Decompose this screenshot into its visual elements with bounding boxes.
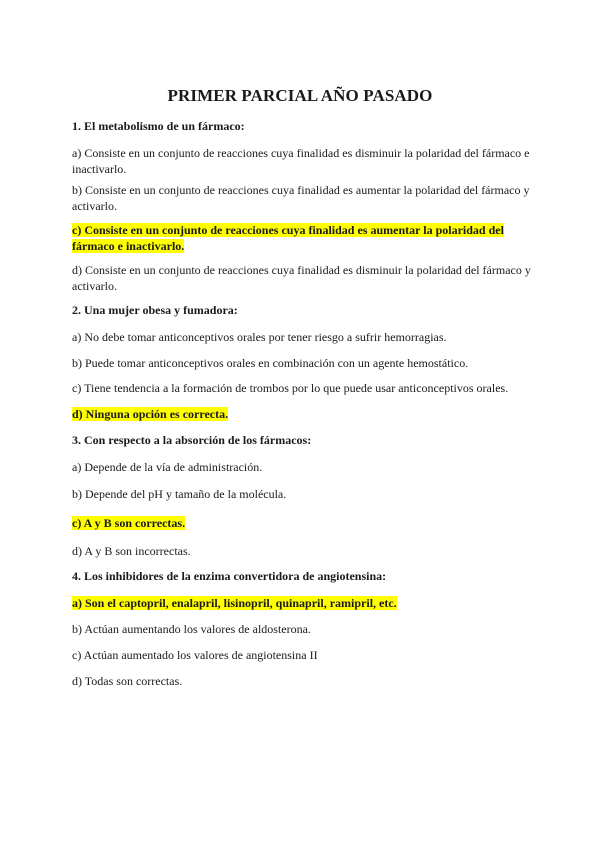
question-4-option-b: b) Actúan aumentando los valores de aldosterona. <box>72 622 311 636</box>
question-4-option-d: d) Todas son correctas. <box>72 674 183 688</box>
question-3-option-c <box>72 515 542 531</box>
question-2-option-d <box>72 406 542 422</box>
question-3-option-b: b) Depende del pH y tamaño de la molécula. <box>72 487 287 501</box>
question-1-heading: 1. El metabolismo de un fármaco: <box>72 119 245 133</box>
correct-answer-highlight: d) Ninguna opción es correcta. <box>72 407 229 421</box>
question-2-heading: 2. Una mujer obesa y fumadora: <box>72 303 238 317</box>
question-2-option-a: a) No debe tomar anticonceptivos orales por tener riesgo a sufrir hemorragias. <box>72 330 447 344</box>
correct-answer-highlight: a) Son el captopril, enalapril, lisinopril, quinapril, ramipril, etc. <box>72 596 397 610</box>
question-3-option-a: a) Depende de la vía de administración. <box>72 460 263 474</box>
question-1-option-a: a) Consiste en un conjunto de reacciones cuya finalidad es disminuir la polaridad del fármaco e inactivarlo. <box>72 146 530 176</box>
question-1-option-b: b) Consiste en un conjunto de reacciones cuya finalidad es aumentar la polaridad del fármaco y activarlo. <box>72 183 530 213</box>
correct-answer-highlight: c) A y B son correctas. <box>72 516 186 530</box>
question-3-heading: 3. Con respecto a la absorción de los fármacos: <box>72 433 312 447</box>
question-4-heading: 4. Los inhibidores de la enzima convertidora de angiotensina: <box>72 569 387 583</box>
question-1-option-d: d) Consiste en un conjunto de reacciones cuya finalidad es disminuir la polaridad del fármaco y activarlo. <box>72 263 531 293</box>
question-4-option-c: c) Actúan aumentado los valores de angiotensina II <box>72 648 318 662</box>
question-2-option-b: b) Puede tomar anticonceptivos orales en combinación con un agente hemostático. <box>72 356 469 370</box>
correct-answer-highlight: c) Consiste en un conjunto de reacciones cuya finalidad es aumentar la polaridad del fármaco e inactivarlo. <box>72 223 504 253</box>
question-1-option-c <box>72 222 542 254</box>
question-4-option-a <box>72 595 542 611</box>
question-2-option-c: c) Tiene tendencia a la formación de trombos por lo que puede usar anticonceptivos orales. <box>72 381 509 395</box>
document-title: PRIMER PARCIAL AÑO PASADO <box>167 86 433 105</box>
question-3-option-d: d) A y B son incorrectas. <box>72 544 191 558</box>
